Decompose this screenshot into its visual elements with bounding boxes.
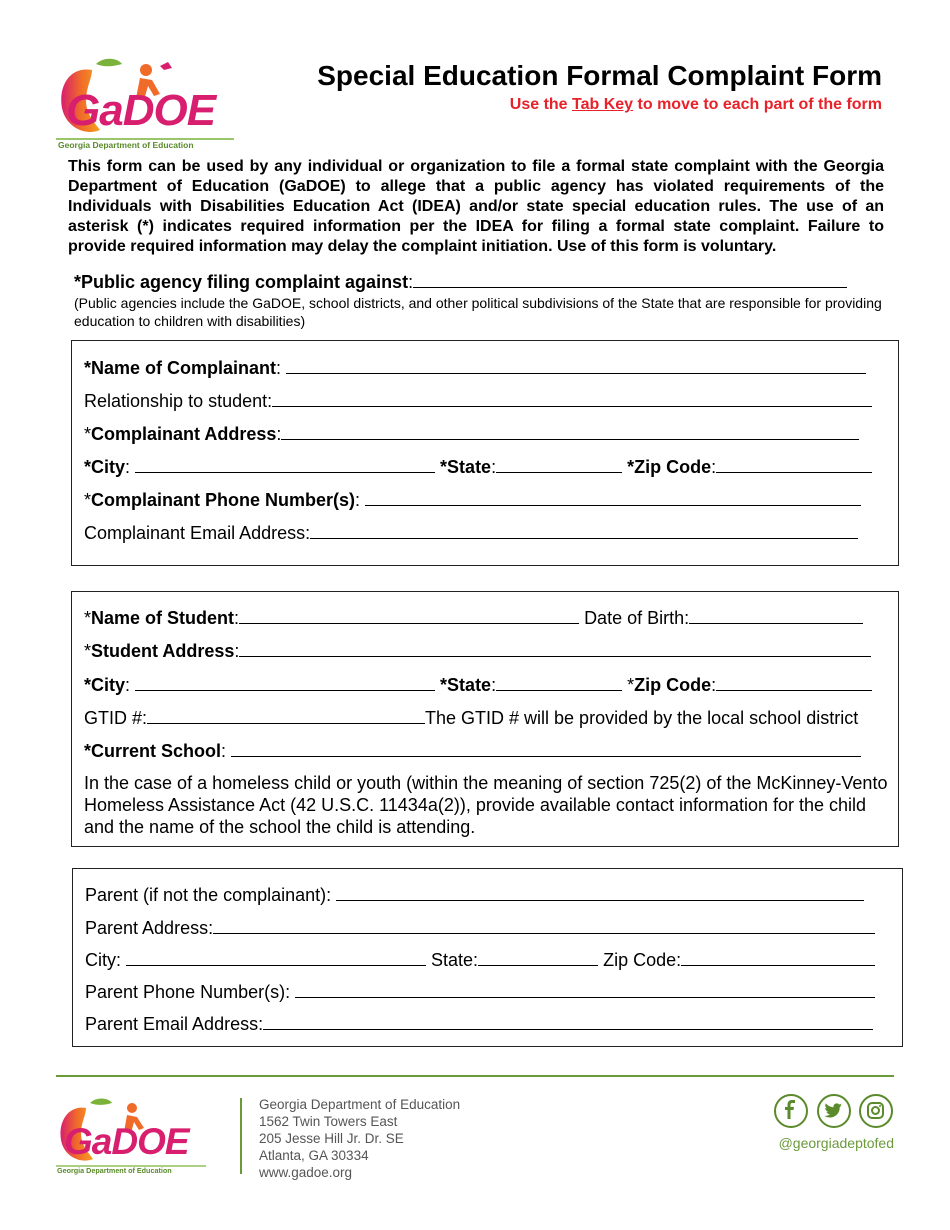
complainant-name-field[interactable] bbox=[286, 359, 866, 374]
instagram-icon[interactable] bbox=[859, 1094, 893, 1128]
current-school-row: *Current School: bbox=[84, 741, 861, 762]
footer-gadoe-logo bbox=[56, 1096, 210, 1174]
logo-wordmark: GaDOE bbox=[66, 86, 216, 135]
footer-address-line2: 205 Jesse Hill Jr. Dr. SE bbox=[259, 1131, 404, 1146]
complainant-name-label: *Name of Complainant bbox=[84, 358, 277, 378]
footer-org: Georgia Department of Education bbox=[259, 1097, 461, 1112]
complainant-email-row bbox=[84, 523, 858, 544]
footer-logo-wordmark: GaDOE bbox=[64, 1121, 189, 1162]
parent-phone-row bbox=[85, 982, 875, 1003]
relationship-label: Relationship to student: bbox=[84, 391, 273, 411]
parent-section bbox=[72, 868, 903, 1047]
tab-instruction-suffix: to move to each part of the form bbox=[633, 96, 882, 113]
student-name-star: * bbox=[84, 608, 92, 628]
complainant-email-field[interactable] bbox=[310, 524, 858, 539]
footer-logo-subtitle: Georgia Department of Education bbox=[57, 1166, 172, 1175]
current-school-label: *Current School bbox=[84, 741, 222, 761]
complainant-address-label: Complainant Address bbox=[91, 424, 277, 444]
tab-key-text: Tab Key bbox=[572, 96, 634, 113]
student-section bbox=[71, 591, 899, 847]
complainant-address-row: *Complainant Address: bbox=[84, 424, 859, 445]
footer-address bbox=[259, 1096, 460, 1181]
social-handle[interactable]: @georgiadeptofed bbox=[778, 1135, 894, 1151]
parent-address-label: Parent Address: bbox=[85, 918, 214, 938]
agency-note: (Public agencies include the GaDOE, school districts, and other political subdivisions of the State that are responsible for providing education to children with disabilities) bbox=[74, 295, 882, 329]
student-address-label: Student Address bbox=[91, 641, 235, 661]
relationship-row bbox=[84, 391, 872, 412]
twitter-icon[interactable] bbox=[817, 1094, 851, 1128]
intro-paragraph: This form can be used by any individual or organization to file a formal state complaint with the Georgia Department of Education (GaDOE) to allege that a public agency has violated requirements of the Individuals with Disabilities Education Act (IDEA) and/or state special education rules. The use of an asterisk (*) indicates required information per the IDEA for filing a formal state complaint. Failure to provide required information may delay the complaint initiation. Use of this form is voluntary. bbox=[68, 158, 884, 255]
complainant-phone-label: Complainant Phone Number(s) bbox=[91, 490, 356, 510]
complainant-name-row: *Name of Complainant: bbox=[84, 358, 866, 379]
parent-row bbox=[85, 885, 864, 906]
gtid-label: GTID #: bbox=[84, 708, 148, 728]
student-name-label: Name of Student bbox=[91, 608, 235, 628]
complainant-phone-field[interactable] bbox=[365, 491, 861, 506]
complainant-phone-star: * bbox=[84, 490, 92, 510]
tab-instruction bbox=[510, 96, 882, 114]
agency-label: *Public agency filing complaint against bbox=[74, 272, 409, 292]
agency-field[interactable] bbox=[413, 273, 847, 288]
gadoe-logo bbox=[56, 56, 238, 148]
facebook-icon[interactable] bbox=[774, 1094, 808, 1128]
parent-city-row bbox=[85, 950, 875, 971]
parent-zip-field[interactable] bbox=[681, 951, 875, 966]
student-city-label: *City bbox=[84, 675, 126, 695]
footer-address-line1: 1562 Twin Towers East bbox=[259, 1114, 398, 1129]
parent-address-row bbox=[85, 918, 875, 939]
parent-city-field[interactable] bbox=[126, 951, 426, 966]
footer-website[interactable]: www.gadoe.org bbox=[259, 1165, 353, 1180]
parent-zip-label: Zip Code: bbox=[603, 950, 682, 970]
parent-email-field[interactable] bbox=[263, 1015, 873, 1030]
parent-email-row bbox=[85, 1014, 873, 1035]
footer-vertical-divider bbox=[240, 1098, 242, 1174]
parent-city-label: City: bbox=[85, 950, 121, 970]
student-zip-label: Zip Code bbox=[634, 675, 712, 695]
student-name-row: *Name of Student: Date of Birth: bbox=[84, 608, 863, 629]
page-title: Special Education Formal Complaint Form bbox=[317, 60, 882, 91]
logo-subtitle: Georgia Department of Education bbox=[58, 140, 194, 150]
agency-row: *Public agency filing complaint against: bbox=[74, 272, 874, 293]
complainant-city-row: *City: *State: *Zip Code: bbox=[84, 457, 872, 478]
current-school-field[interactable] bbox=[231, 742, 861, 757]
complainant-phone-row: *Complainant Phone Number(s): bbox=[84, 490, 861, 511]
parent-state-field[interactable] bbox=[478, 951, 598, 966]
gtid-row bbox=[84, 708, 858, 729]
student-state-field[interactable] bbox=[496, 676, 622, 691]
student-zip-field[interactable] bbox=[716, 676, 872, 691]
gtid-field[interactable] bbox=[147, 709, 425, 724]
complainant-section bbox=[71, 340, 899, 566]
parent-address-field[interactable] bbox=[213, 919, 875, 934]
complainant-city-field[interactable] bbox=[135, 458, 435, 473]
dob-label: Date of Birth: bbox=[584, 608, 690, 628]
complainant-zip-label: *Zip Code bbox=[627, 457, 712, 477]
dob-field[interactable] bbox=[689, 609, 863, 624]
student-city-row: *City: *State: *Zip Code: bbox=[84, 675, 872, 696]
gtid-note: The GTID # will be provided by the local school district bbox=[425, 708, 859, 728]
parent-email-label: Parent Email Address: bbox=[85, 1014, 264, 1034]
homeless-note: In the case of a homeless child or youth (within the meaning of section 725(2) of the McKinney-Vento Homeless Assistance Act (42 U.S.C. 11434a(2)), provide available contact information for the child and the name of the school the child is attending. bbox=[84, 773, 888, 837]
student-state-label: *State bbox=[440, 675, 492, 695]
parent-field[interactable] bbox=[336, 886, 864, 901]
student-address-field[interactable] bbox=[239, 642, 871, 657]
parent-phone-field[interactable] bbox=[295, 983, 875, 998]
complainant-state-field[interactable] bbox=[496, 458, 622, 473]
footer-address-line3: Atlanta, GA 30334 bbox=[259, 1148, 369, 1163]
student-name-field[interactable] bbox=[239, 609, 579, 624]
tab-instruction-prefix: Use the bbox=[509, 96, 573, 113]
student-address-star: * bbox=[84, 641, 92, 661]
complainant-address-field[interactable] bbox=[281, 425, 859, 440]
complainant-zip-field[interactable] bbox=[716, 458, 872, 473]
complainant-state-label: *State bbox=[440, 457, 492, 477]
parent-phone-label: Parent Phone Number(s): bbox=[85, 982, 291, 1002]
student-address-row: *Student Address: bbox=[84, 641, 871, 662]
relationship-field[interactable] bbox=[272, 392, 872, 407]
complainant-email-label: Complainant Email Address: bbox=[84, 523, 311, 543]
complainant-address-star: * bbox=[84, 424, 92, 444]
complainant-city-label: *City bbox=[84, 457, 126, 477]
student-city-field[interactable] bbox=[135, 676, 435, 691]
parent-state-label: State: bbox=[431, 950, 479, 970]
parent-label: Parent (if not the complainant): bbox=[85, 885, 332, 905]
footer-divider-line bbox=[56, 1075, 894, 1077]
student-zip-star: * bbox=[627, 675, 635, 695]
